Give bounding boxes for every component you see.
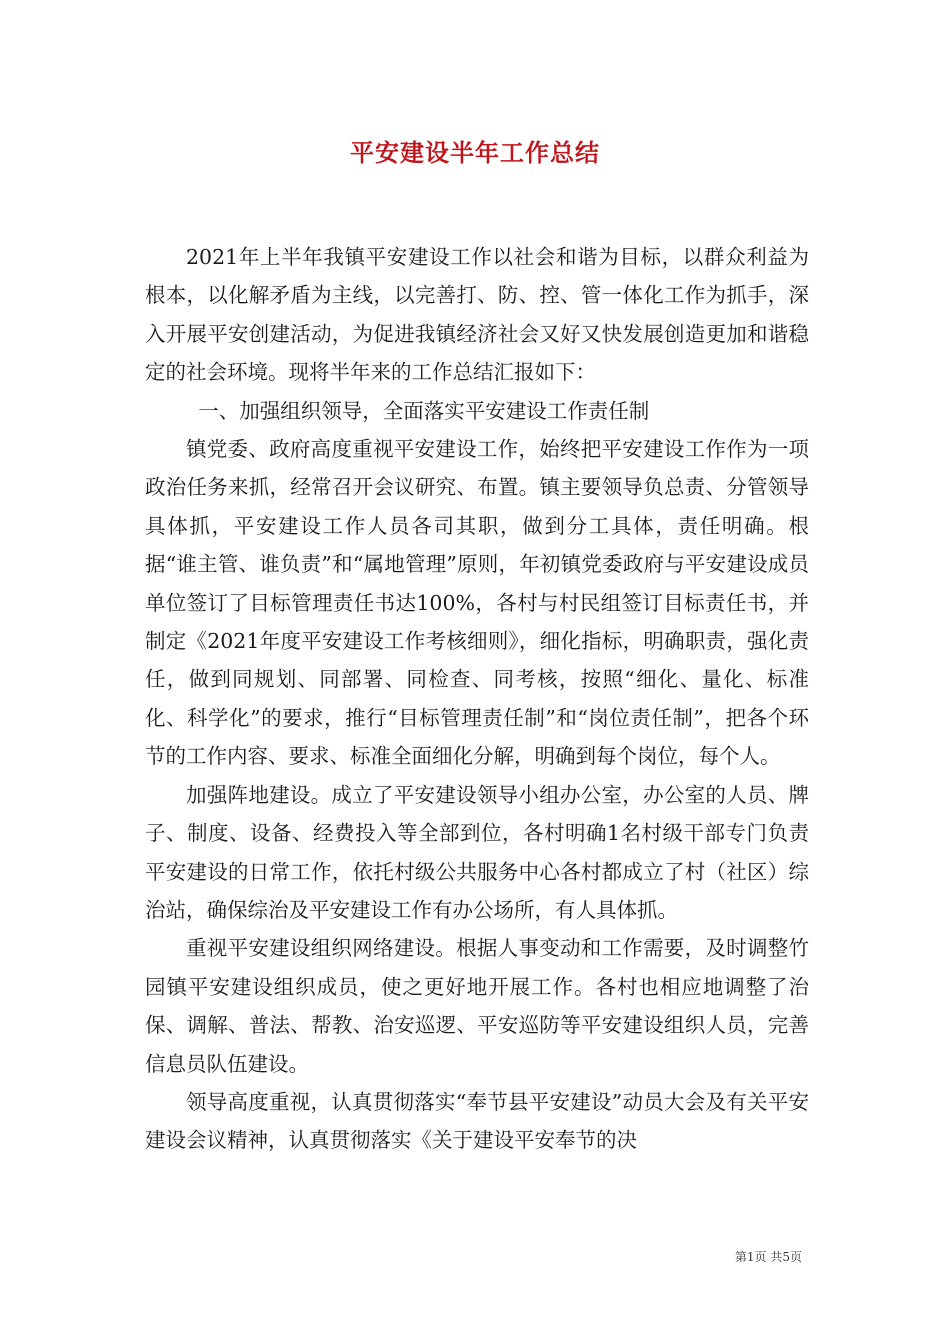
paragraph-network-construction: 重视平安建设组织网络建设。根据人事变动和工作需要，及时调整竹园镇平安建设组织成员，使之更好地开展工作。各村也相应地调整了治保、调解、普法、帮教、治安巡逻、平安巡防等平安建设组织人员，完善信息员队伍建设。: [145, 936, 809, 1076]
paragraph-intro: 2021年上半年我镇平安建设工作以社会和谐为目标，以群众利益为根本，以化解矛盾为主线，以完善打、防、控、管一体化工作为抓手，深入开展平安创建活动，为促进我镇经济社会又好又快发展创造更加和谐稳定的社会环境。现将半年来的工作总结汇报如下：: [145, 245, 809, 385]
section-heading-1: 一、加强组织领导，全面落实平安建设工作责任制: [198, 398, 650, 423]
document-body: [145, 238, 809, 1160]
paragraph-base-construction: 加强阵地建设。成立了平安建设领导小组办公室，办公室的人员、牌子、制度、设备、经费投入等全部到位，各村明确1名村级干部专门负责平安建设的日常工作，依托村级公共服务中心各村都成立了村（社区）综治站，确保综治及平安建设工作有办公场所，有人具体抓。: [145, 782, 809, 922]
paragraph-leadership: 镇党委、政府高度重视平安建设工作，始终把平安建设工作作为一项政治任务来抓，经常召开会议研究、布置。镇主要领导负总责、分管领导具体抓，平安建设工作人员各司其职，做到分工具体，责任明确。根据“谁主管、谁负责”和“属地管理”原则，年初镇党委政府与平安建设成员单位签订了目标管理责任书达100%，各村与村民组签订目标责任书，并制定《2021年度平安建设工作考核细则》，细化指标，明确职责，强化责任，做到同规划、同部署、同检查、同考核，按照“细化、量化、标准化、科学化”的要求，推行“目标管理责任制”和“岗位责任制”，把各个环节的工作内容、要求、标准全面细化分解，明确到每个岗位，每个人。: [145, 437, 809, 769]
page-number-footer: 第1页 共5页: [734, 1250, 802, 1264]
paragraph-implementation: 领导高度重视，认真贯彻落实“奉节县平安建设”动员大会及有关平安建设会议精神，认真贯彻落实《关于建设平安奉节的决: [145, 1089, 809, 1153]
document-title: 平安建设半年工作总结: [350, 138, 600, 167]
